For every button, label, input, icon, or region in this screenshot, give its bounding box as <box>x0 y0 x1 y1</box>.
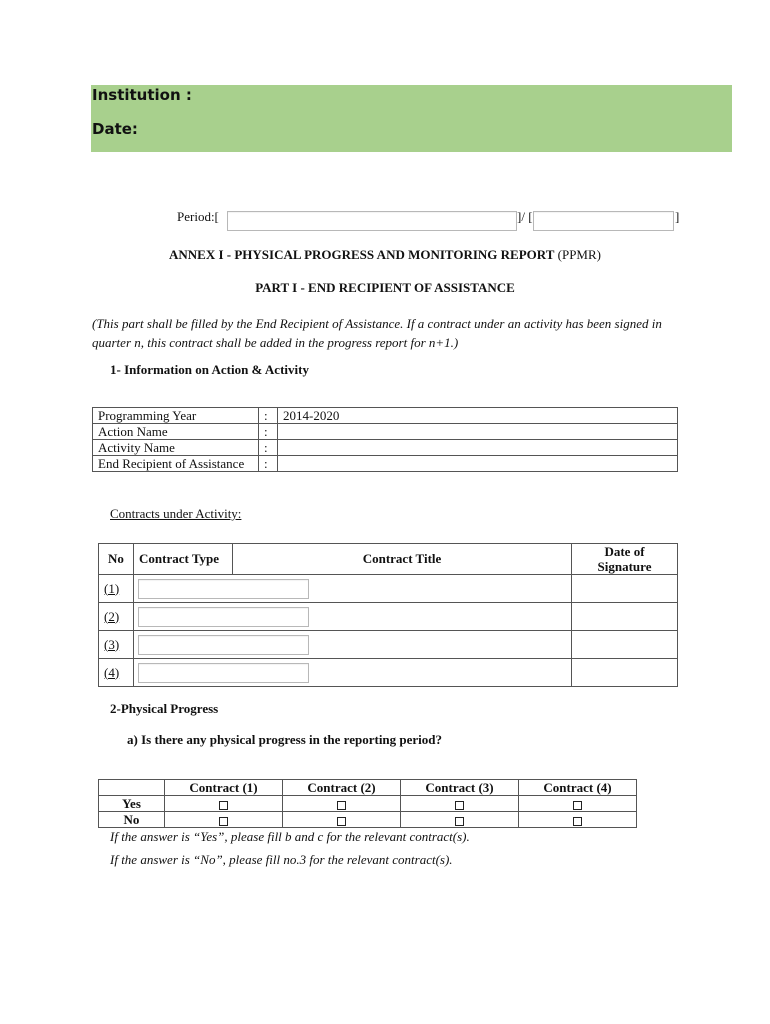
info-sep: : <box>259 456 278 472</box>
yes-checkbox-4[interactable] <box>573 801 582 810</box>
info-value: 2014-2020 <box>278 408 678 424</box>
table-row <box>99 631 678 659</box>
progress-header-row <box>99 780 637 796</box>
section2-heading: 2-Physical Progress <box>110 701 219 716</box>
contract-date <box>572 659 678 687</box>
table-row <box>99 575 678 603</box>
no-checkbox-4[interactable] <box>573 817 582 826</box>
progress-row-yes <box>99 796 637 812</box>
info-value <box>278 456 678 472</box>
checkbox-cell <box>401 796 519 812</box>
contract-no: (1) <box>99 575 134 603</box>
period-close: ] <box>675 209 680 224</box>
info-value <box>278 424 678 440</box>
contract-type-cell <box>134 603 572 631</box>
col-header-no: No <box>99 544 134 575</box>
period-label: Period:[ <box>177 209 219 224</box>
checkbox-cell <box>401 812 519 828</box>
checkbox-cell <box>519 812 637 828</box>
contract-type-cell <box>134 575 572 603</box>
note-no: If the answer is “No”, please fill no.3 for the relevant contract(s). <box>110 852 453 867</box>
date-label: Date: <box>92 120 138 138</box>
no-checkbox-1[interactable] <box>219 817 228 826</box>
row-label-yes: Yes <box>99 796 165 812</box>
checkbox-cell <box>165 796 283 812</box>
part-title: PART I - END RECIPIENT OF ASSISTANCE <box>255 280 515 295</box>
info-label: Activity Name <box>93 440 259 456</box>
col-contract-1: Contract (1) <box>165 780 283 796</box>
checkbox-cell <box>283 812 401 828</box>
yes-checkbox-1[interactable] <box>219 801 228 810</box>
info-row <box>93 456 678 472</box>
contract-no: (2) <box>99 603 134 631</box>
checkbox-cell <box>283 796 401 812</box>
contract-no: (4) <box>99 659 134 687</box>
no-checkbox-3[interactable] <box>455 817 464 826</box>
checkbox-cell <box>519 796 637 812</box>
col-header-date: Date of Signature <box>572 544 678 575</box>
contract-no: (3) <box>99 631 134 659</box>
progress-corner <box>99 780 165 796</box>
progress-question: a) Is there any physical progress in the reporting period? <box>127 732 443 747</box>
progress-table <box>98 779 637 828</box>
col-header-type: Contract Type <box>134 544 233 575</box>
contract-type-field[interactable] <box>138 663 309 683</box>
info-row <box>93 440 678 456</box>
checkbox-cell <box>165 812 283 828</box>
contracts-header-row <box>99 544 678 575</box>
contract-type-field[interactable] <box>138 607 309 627</box>
instruction-text: (This part shall be filled by the End Recipient of Assistance. If a contract under an activity has been signed in quarter n, this contract shall be added in the progress report for n+1.) <box>92 316 662 350</box>
contract-type-field[interactable] <box>138 635 309 655</box>
annex-title-suffix: (PPMR) <box>554 247 601 262</box>
table-row <box>99 659 678 687</box>
contract-date <box>572 603 678 631</box>
period-end-field[interactable] <box>533 211 674 231</box>
info-value <box>278 440 678 456</box>
contract-date <box>572 575 678 603</box>
col-contract-4: Contract (4) <box>519 780 637 796</box>
institution-label: Institution : <box>92 86 192 104</box>
contract-type-cell <box>134 631 572 659</box>
info-label: Action Name <box>93 424 259 440</box>
info-row <box>93 424 678 440</box>
yes-checkbox-2[interactable] <box>337 801 346 810</box>
info-row <box>93 408 678 424</box>
contracts-label: Contracts under Activity: <box>110 506 242 521</box>
table-row <box>99 603 678 631</box>
contract-type-field[interactable] <box>138 579 309 599</box>
info-sep: : <box>259 408 278 424</box>
contract-type-cell <box>134 659 572 687</box>
contracts-table <box>98 543 678 687</box>
annex-title <box>0 247 770 263</box>
yes-checkbox-3[interactable] <box>455 801 464 810</box>
info-table <box>92 407 678 472</box>
info-label: End Recipient of Assistance <box>93 456 259 472</box>
row-label-no: No <box>99 812 165 828</box>
col-contract-2: Contract (2) <box>283 780 401 796</box>
annex-title-main: ANNEX I - PHYSICAL PROGRESS AND MONITORING REPORT <box>169 247 555 262</box>
info-sep: : <box>259 424 278 440</box>
period-separator: ]/ [ <box>517 209 533 224</box>
note-yes: If the answer is “Yes”, please fill b and c for the relevant contract(s). <box>110 829 470 844</box>
info-label: Programming Year <box>93 408 259 424</box>
progress-row-no <box>99 812 637 828</box>
col-header-title: Contract Title <box>233 544 572 575</box>
info-sep: : <box>259 440 278 456</box>
no-checkbox-2[interactable] <box>337 817 346 826</box>
col-contract-3: Contract (3) <box>401 780 519 796</box>
section1-heading: 1- Information on Action & Activity <box>110 362 309 377</box>
period-start-field[interactable] <box>227 211 517 231</box>
contract-date <box>572 631 678 659</box>
